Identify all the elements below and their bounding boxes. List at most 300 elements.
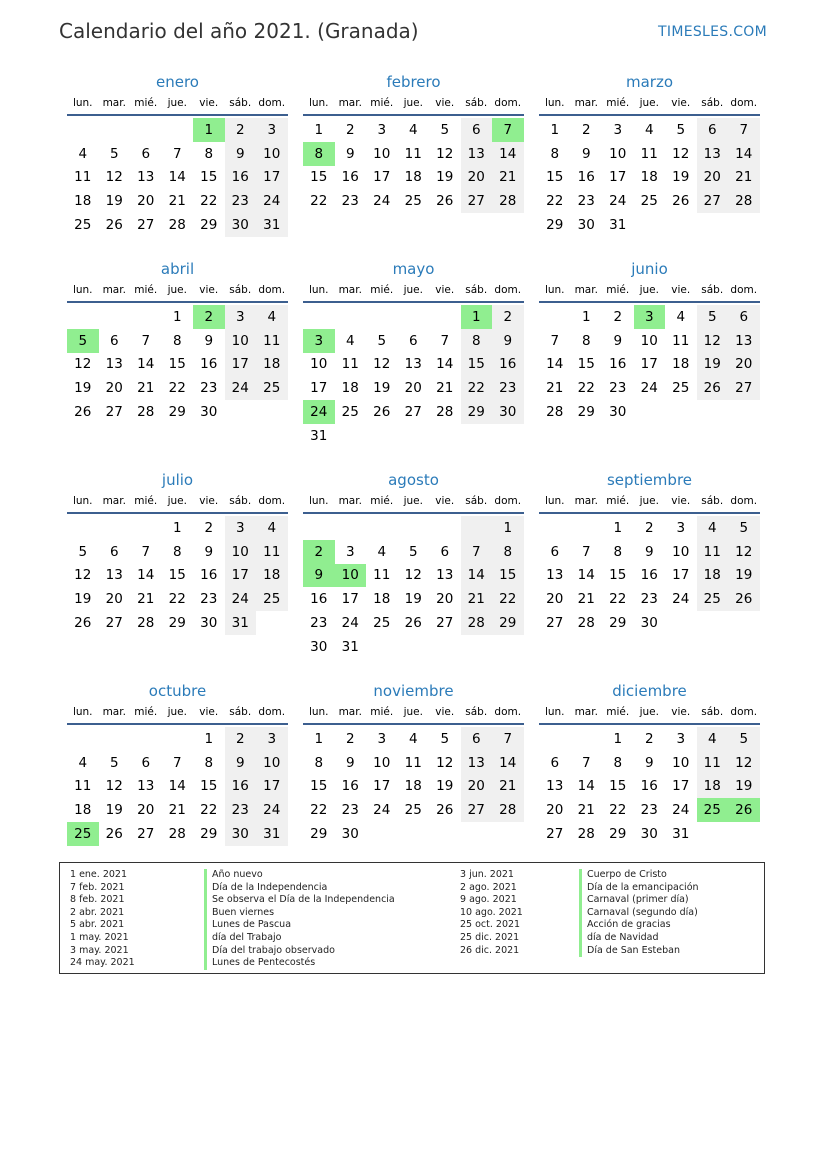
month-title: agosto [388,471,439,489]
day-cell: 19 [672,169,690,186]
weekday-label: vie. [435,97,455,109]
empty-day-cell [539,516,571,540]
day-cell: 2 [581,121,591,138]
day-cell: 15 [200,169,218,186]
day-cell: 24 [341,615,359,632]
empty-day-cell [665,611,697,635]
day-cell: 28 [137,404,155,421]
empty-day-cell [539,727,571,751]
day-cell: 3 [225,516,257,540]
day-cell: 31 [609,217,627,234]
day-cell: 8 [303,142,335,166]
weekday-label: lun. [308,97,329,109]
weekday-label: dom. [258,495,286,507]
weekday-label: dom. [494,706,522,718]
month-enero [67,72,288,237]
day-cell: 5 [109,145,119,162]
empty-day-cell [366,424,398,448]
weekday-label: jue. [639,284,659,296]
weekday-label: dom. [258,706,286,718]
weekday-label: mié. [134,284,158,296]
empty-day-cell [130,305,162,329]
day-cell: 20 [105,591,123,608]
empty-day-cell [429,305,461,329]
empty-day-cell [728,611,760,635]
day-cell: 7 [172,145,182,162]
day-cell: 26 [728,798,760,822]
day-cell: 23 [341,802,359,819]
weekday-header [303,92,524,116]
weekday-label: mié. [134,495,158,507]
day-cell: 5 [408,543,418,560]
legend-holiday-name: Acción de gracias [579,919,699,932]
day-cell: 19 [74,380,92,397]
day-cell: 2 [204,519,214,536]
day-cell: 6 [141,145,151,162]
empty-day-cell [130,118,162,142]
day-cell: 18 [74,802,92,819]
day-cell: 19 [373,380,391,397]
empty-day-cell [366,516,398,540]
empty-day-cell [398,635,430,659]
day-cell: 31 [310,427,328,444]
day-cell: 21 [168,802,186,819]
day-cell: 10 [256,751,288,775]
legend-holiday-name: Día de la emancipación [579,882,699,895]
day-cell: 7 [581,754,591,771]
weekday-label: dom. [494,97,522,109]
day-cell: 28 [461,611,493,635]
empty-day-cell [67,305,99,329]
weekday-label: mar. [102,284,126,296]
day-cell: 19 [728,775,760,799]
day-cell: 29 [168,404,186,421]
day-cell: 23 [310,615,328,632]
weekday-label: jue. [639,97,659,109]
day-cell: 13 [105,356,123,373]
day-cell: 22 [546,193,564,210]
day-cell: 25 [74,217,92,234]
day-cell: 12 [436,754,454,771]
day-cell: 24 [225,587,257,611]
day-cell: 21 [728,166,760,190]
day-cell: 31 [672,826,690,843]
legend-right-dates [460,869,523,957]
day-cell: 6 [109,543,119,560]
month-abril [67,259,288,424]
empty-day-cell [697,611,729,635]
day-cell: 17 [256,775,288,799]
day-cell: 24 [303,400,335,424]
day-cell: 11 [697,540,729,564]
day-cell: 29 [200,826,218,843]
day-cell: 3 [676,519,686,536]
weekday-label: lun. [72,97,93,109]
day-cell: 3 [377,730,387,747]
day-cell: 30 [640,615,658,632]
day-cell: 17 [256,166,288,190]
day-cell: 19 [105,802,123,819]
day-cell: 8 [172,543,182,560]
day-cell: 24 [609,193,627,210]
day-cell: 23 [200,591,218,608]
day-cell: 26 [74,404,92,421]
day-cell: 2 [345,121,355,138]
day-cell: 3 [676,730,686,747]
weekday-label: sáb. [701,495,724,507]
day-cell: 31 [225,611,257,635]
day-cell: 23 [225,189,257,213]
weekday-label: sáb. [465,495,488,507]
day-cell: 25 [67,822,99,846]
day-cell: 14 [168,778,186,795]
day-cell: 6 [109,332,119,349]
month-title: diciembre [612,682,687,700]
day-cell: 20 [546,591,564,608]
day-grid [539,516,760,635]
day-cell: 1 [204,730,214,747]
day-cell: 2 [225,118,257,142]
day-cell: 28 [492,798,524,822]
day-cell: 16 [225,775,257,799]
legend-holiday-name: Buen viernes [204,907,395,920]
day-grid [303,305,524,448]
legend-holiday-name: Año nuevo [204,869,395,882]
empty-day-cell [130,516,162,540]
month-junio [539,259,760,424]
legend-date: 10 ago. 2021 [460,906,523,918]
weekday-label: mié. [606,495,630,507]
legend-holiday-name: Día de San Esteban [579,945,699,958]
weekday-label: sáb. [701,284,724,296]
day-cell: 6 [728,305,760,329]
month-title: noviembre [373,682,454,700]
weekday-label: vie. [199,495,219,507]
empty-day-cell [429,424,461,448]
day-cell: 28 [577,615,595,632]
weekday-label: sáb. [701,97,724,109]
day-grid [67,118,288,237]
weekday-label: mar. [338,706,362,718]
weekday-label: lun. [544,495,565,507]
weekday-label: vie. [435,495,455,507]
day-cell: 30 [492,400,524,424]
day-grid [67,305,288,424]
day-cell: 20 [697,166,729,190]
legend-date: 1 may. 2021 [70,931,129,943]
day-cell: 29 [492,611,524,635]
empty-day-cell [256,400,288,424]
empty-day-cell [99,118,131,142]
day-cell: 9 [225,751,257,775]
day-cell: 19 [697,353,729,377]
empty-day-cell [461,516,493,540]
day-cell: 4 [78,754,88,771]
day-cell: 2 [644,730,654,747]
day-cell: 5 [109,754,119,771]
day-cell: 18 [697,564,729,588]
day-cell: 9 [644,754,654,771]
weekday-label: sáb. [465,706,488,718]
weekday-label: dom. [258,97,286,109]
empty-day-cell [539,305,571,329]
day-cell: 11 [404,145,422,162]
day-cell: 31 [256,822,288,846]
day-cell: 20 [137,193,155,210]
empty-day-cell [398,305,430,329]
day-cell: 12 [404,567,422,584]
day-cell: 10 [672,543,690,560]
month-diciembre [539,681,760,846]
month-title: mayo [392,260,435,278]
day-cell: 13 [546,778,564,795]
weekday-label: vie. [199,284,219,296]
weekday-label: jue. [167,706,187,718]
day-cell: 27 [461,798,493,822]
legend-right-names [579,869,699,957]
day-cell: 24 [256,189,288,213]
legend-date: 24 may. 2021 [70,957,135,969]
weekday-label: sáb. [465,284,488,296]
day-cell: 16 [200,567,218,584]
day-cell: 15 [546,169,564,186]
day-cell: 20 [546,802,564,819]
day-cell: 5 [440,730,450,747]
day-cell: 30 [341,826,359,843]
day-cell: 31 [341,638,359,655]
weekday-label: lun. [544,97,565,109]
empty-day-cell [665,400,697,424]
month-febrero [303,72,524,213]
day-cell: 1 [314,730,324,747]
empty-day-cell [429,635,461,659]
day-cell: 18 [341,380,359,397]
month-marzo [539,72,760,237]
empty-day-cell [67,118,99,142]
legend-holiday-name: Día de la Independencia [204,882,395,895]
weekday-label: sáb. [229,97,252,109]
month-title: julio [161,471,194,489]
day-cell: 14 [137,356,155,373]
day-cell: 11 [74,778,92,795]
empty-day-cell [335,516,367,540]
holiday-legend [59,862,765,974]
day-cell: 16 [640,567,658,584]
day-cell: 27 [697,189,729,213]
day-cell: 13 [137,169,155,186]
day-cell: 20 [728,353,760,377]
empty-day-cell [728,213,760,237]
day-cell: 30 [225,213,257,237]
day-cell: 1 [613,519,623,536]
empty-day-cell [492,635,524,659]
day-cell: 7 [141,332,151,349]
weekday-label: vie. [671,495,691,507]
empty-day-cell [571,516,603,540]
day-cell: 29 [577,404,595,421]
day-cell: 16 [225,166,257,190]
empty-day-cell [571,727,603,751]
day-cell: 18 [373,591,391,608]
day-cell: 10 [225,540,257,564]
day-cell: 1 [550,121,560,138]
day-cell: 9 [644,543,654,560]
day-cell: 1 [172,308,182,325]
day-cell: 2 [303,540,335,564]
weekday-header [539,279,760,303]
empty-day-cell [99,516,131,540]
day-cell: 11 [256,329,288,353]
day-cell: 6 [440,543,450,560]
day-cell: 25 [697,587,729,611]
empty-day-cell [303,305,335,329]
legend-date: 3 jun. 2021 [460,869,514,880]
day-cell: 8 [492,540,524,564]
empty-day-cell [634,400,666,424]
day-cell: 21 [577,591,595,608]
day-cell: 23 [200,380,218,397]
weekday-label: sáb. [229,495,252,507]
empty-day-cell [728,400,760,424]
day-cell: 15 [310,169,328,186]
day-cell: 4 [644,121,654,138]
month-noviembre [303,681,524,846]
day-cell: 18 [256,564,288,588]
weekday-label: sáb. [701,706,724,718]
empty-day-cell [99,727,131,751]
day-cell: 18 [404,169,422,186]
day-cell: 30 [609,404,627,421]
day-cell: 12 [728,540,760,564]
day-cell: 2 [644,519,654,536]
day-cell: 8 [172,332,182,349]
legend-left-dates [70,869,135,970]
weekday-label: jue. [167,97,187,109]
day-cell: 9 [613,332,623,349]
day-cell: 4 [78,145,88,162]
day-cell: 6 [550,754,560,771]
legend-date: 7 feb. 2021 [70,881,125,893]
day-cell: 20 [105,380,123,397]
day-cell: 14 [436,356,454,373]
day-cell: 22 [461,376,493,400]
day-cell: 24 [256,798,288,822]
day-cell: 10 [609,145,627,162]
day-cell: 22 [310,193,328,210]
day-cell: 8 [204,754,214,771]
day-cell: 20 [137,802,155,819]
day-cell: 21 [577,802,595,819]
day-cell: 16 [492,353,524,377]
day-cell: 3 [345,543,355,560]
day-cell: 26 [74,615,92,632]
day-cell: 4 [697,516,729,540]
day-cell: 17 [373,778,391,795]
day-cell: 26 [436,802,454,819]
legend-date: 25 oct. 2021 [460,919,521,931]
day-cell: 9 [345,754,355,771]
empty-day-cell [335,424,367,448]
day-cell: 6 [461,727,493,751]
day-cell: 14 [492,142,524,166]
day-cell: 14 [546,356,564,373]
weekday-label: vie. [199,706,219,718]
day-cell: 16 [609,356,627,373]
day-cell: 28 [577,826,595,843]
day-cell: 1 [461,305,493,329]
weekday-label: dom. [730,495,758,507]
legend-date: 8 feb. 2021 [70,894,125,906]
day-cell: 29 [168,615,186,632]
day-cell: 1 [172,519,182,536]
day-cell: 30 [225,822,257,846]
day-cell: 19 [404,591,422,608]
legend-date: 1 ene. 2021 [70,869,127,880]
weekday-header [539,701,760,725]
day-cell: 12 [74,356,92,373]
day-cell: 22 [492,587,524,611]
day-cell: 9 [225,142,257,166]
day-cell: 9 [204,332,214,349]
empty-day-cell [162,118,194,142]
empty-day-cell [697,400,729,424]
month-octubre [67,681,288,846]
day-cell: 10 [310,356,328,373]
weekday-label: vie. [435,706,455,718]
day-cell: 12 [697,329,729,353]
day-cell: 17 [609,169,627,186]
weekday-label: mié. [134,97,158,109]
legend-date: 26 dic. 2021 [460,944,520,956]
day-cell: 8 [461,329,493,353]
empty-day-cell [130,727,162,751]
weekday-label: dom. [494,495,522,507]
day-cell: 8 [204,145,214,162]
weekday-label: dom. [730,284,758,296]
day-cell: 6 [461,118,493,142]
day-cell: 4 [345,332,355,349]
empty-day-cell [162,727,194,751]
legend-date: 3 may. 2021 [70,944,129,956]
day-cell: 25 [640,193,658,210]
day-cell: 18 [404,778,422,795]
day-cell: 15 [577,356,595,373]
empty-day-cell [335,305,367,329]
day-cell: 10 [373,754,391,771]
brand-logo-text[interactable]: TIMESLES.COM [658,24,767,40]
day-cell: 13 [105,567,123,584]
weekday-label: sáb. [465,97,488,109]
day-cell: 21 [492,166,524,190]
legend-left-names [204,869,395,970]
day-cell: 19 [728,564,760,588]
day-cell: 3 [256,118,288,142]
day-cell: 8 [314,754,324,771]
weekday-label: dom. [730,706,758,718]
weekday-label: lun. [308,284,329,296]
month-julio [67,470,288,635]
day-cell: 11 [672,332,690,349]
weekday-label: lun. [72,495,93,507]
day-cell: 13 [137,778,155,795]
day-cell: 17 [310,380,328,397]
empty-day-cell [492,822,524,846]
weekday-header [303,701,524,725]
weekday-header [67,92,288,116]
day-cell: 29 [609,826,627,843]
day-cell: 1 [193,118,225,142]
day-cell: 19 [105,193,123,210]
